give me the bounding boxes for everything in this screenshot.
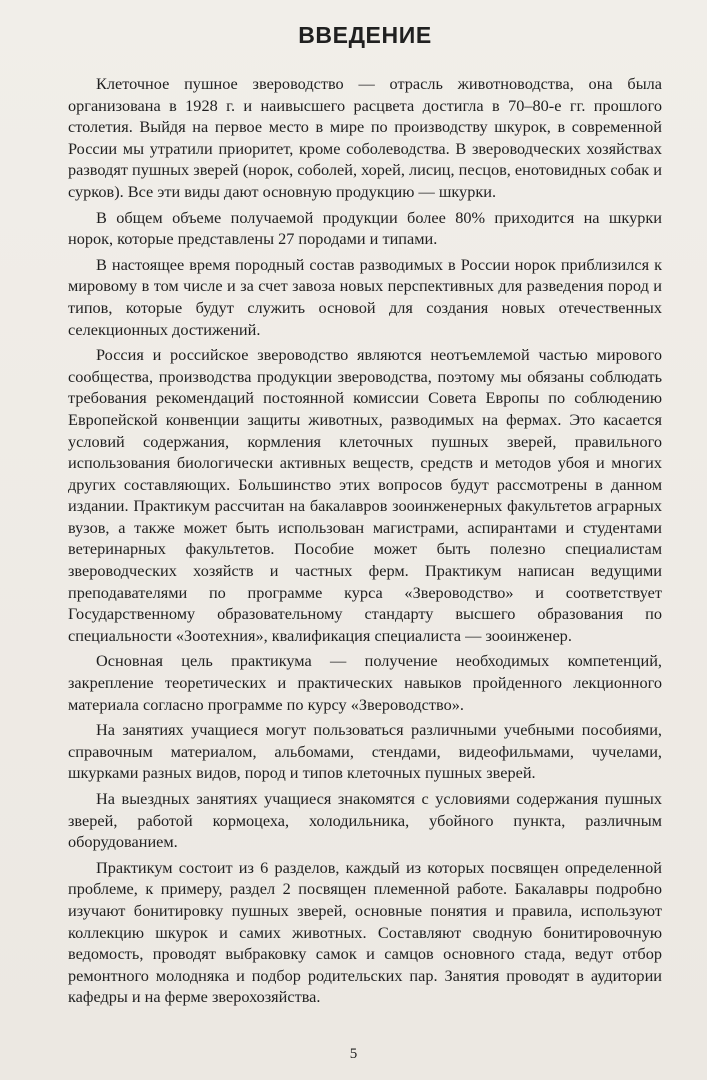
page-title: ВВЕДЕНИЕ xyxy=(298,22,432,48)
paragraph-5: Основная цель практикума — получение необходимых компетенций, закрепление теоретических и практических навыков пройденного лекционного материала согласно программе по курсу «Звероводство». xyxy=(68,651,662,714)
introduction-text xyxy=(68,73,662,1008)
paragraph-8: Практикум состоит из 6 разделов, каждый из которых посвящен определенной проблеме, к примеру, раздел 2 посвящен племенной работе. Бакалавры подробно изучают бонитировку пушных зверей, основные понятия и правила, используют коллекцию шкурок и самих животных. Составляют сводную бонитировочную ведомость, проводят выбраковку самок и самцов основного стада, ведут отбор ремонтного молодняка и подбор родительских пар. Занятия проводят в аудитории кафедры и на ферме зверохозяйства. xyxy=(68,857,662,1007)
paragraph-3: В настоящее время породный состав разводимых в России норок приблизился к мировому в том числе и за счет завоза новых перспективных для разведения пород и типов, которые будут служить основой для создания новых отечественных селекционных достижений. xyxy=(68,254,662,339)
paragraph-2: В общем объеме получаемой продукции более 80% приходится на шкурки норок, которые представлены 27 породами и типами. xyxy=(68,207,662,249)
paragraph-6: На занятиях учащиеся могут пользоваться различными учебными пособиями, справочным материалом, альбомами, стендами, видеофильмами, чучелами, шкурками разных видов, пород и типов клеточных пушных зверей. xyxy=(68,720,662,783)
page-number: 5 xyxy=(349,1046,358,1062)
paragraph-7: На выездных занятиях учащиеся знакомятся с условиями содержания пушных зверей, работой кормоцеха, холодильника, убойного пункта, различным оборудованием. xyxy=(68,789,662,852)
paragraph-1: Клеточное пушное звероводство — отрасль животноводства, она была организована в 1928 г. и наивысшего расцвета достигла в 70–80-е гг. прошлого столетия. Выйдя на первое место в мире по производству шкурок, в современной России мы утратили приоритет, кроме соболеводства. В звероводческих хозяйствах разводят пушных зверей (норок, соболей, хорей, лисиц, песцов, енотовидных собак и сурков). Все эти виды дают основную продукцию — шкурки. xyxy=(68,74,662,201)
paragraph-4: Россия и российское звероводство являются неотъемлемой частью мирового сообщества, производства продукции звероводства, поэтому мы обязаны соблюдать требования рекомендаций постоянной комиссии Совета Европы по соблюдению Европейской конвенции защиты животных, разводимых на фермах. Это касается условий содержания, кормления клеточных пушных зверей, правильного использования биологически активных веществ, средств и методов убоя и многих других составляющих. Большинство этих вопросов будут рассмотрены в данном издании. Практикум рассчитан на бакалавров зооинженерных факультетов аграрных вузов, а также может быть использован магистрами, аспирантами и студентами ветеринарных факультетов. Пособие может быть полезно специалистам звероводческих хозяйств и частных ферм. Практикум написан ведущими преподавателями по программе курса «Звероводство» и соответствует Государственному образовательному стандарту высшего образования по специальности «Зоотехния», квалификация специалиста — зооинженер. xyxy=(68,345,662,645)
